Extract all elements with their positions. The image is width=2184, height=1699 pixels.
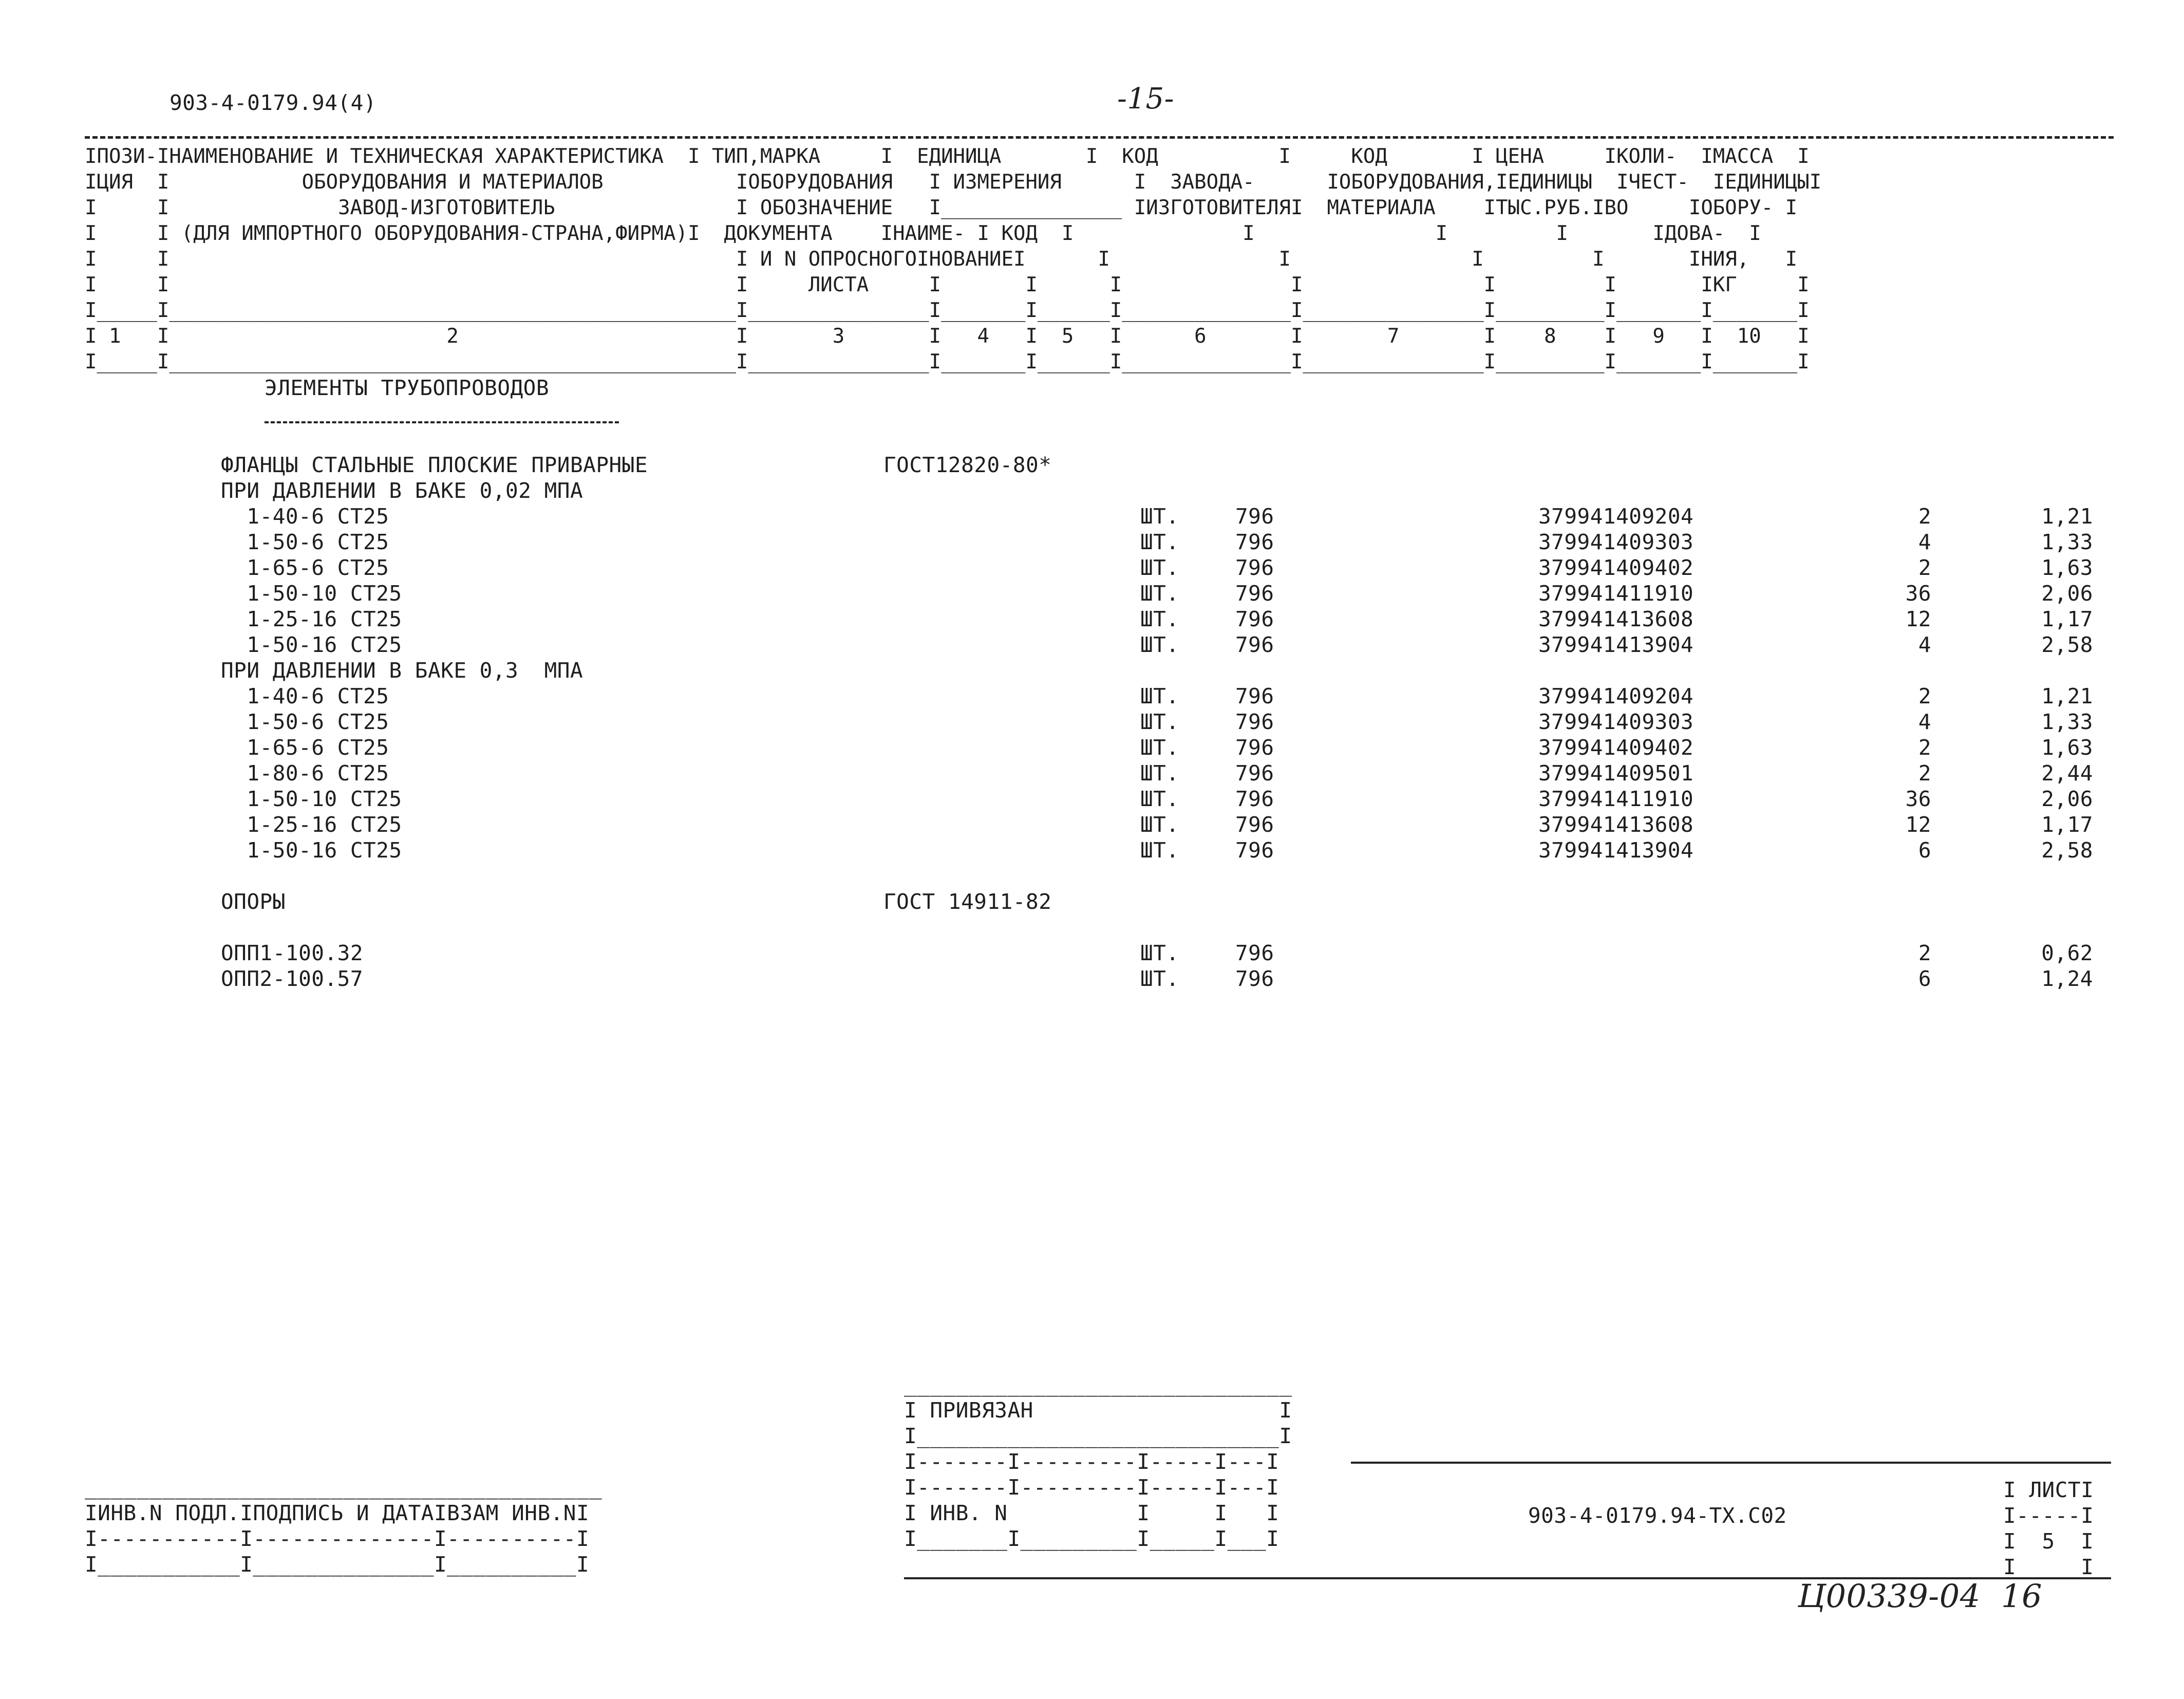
item-unit-code: 796	[1235, 504, 1274, 529]
item-mass: 1,17	[2041, 812, 2093, 837]
stamp-line: I ПРИВЯЗАН I	[904, 1398, 1292, 1423]
item-quantity: 2	[1918, 684, 1931, 708]
item-unit-code: 796	[1235, 581, 1274, 606]
signature-line: ________________________________________	[85, 1475, 603, 1500]
item-unit-code: 796	[1235, 966, 1274, 991]
item-unit: ШТ.	[1140, 710, 1179, 734]
item-doc: ГОСТ 14911-82	[883, 889, 1052, 914]
item-mass: 1,21	[2041, 504, 2093, 529]
item-name: ПРИ ДАВЛЕНИИ В БАКЕ 0,3 МПА	[221, 658, 583, 683]
stamp-line: I____________________________I	[904, 1424, 1292, 1448]
item-material-code: 379941409303	[1538, 530, 1694, 554]
handwritten-inventory-number: Ц00339-04 16	[1798, 1577, 2042, 1615]
item-name: ФЛАНЦЫ СТАЛЬНЫЕ ПЛОСКИЕ ПРИВАРНЫЕ	[221, 453, 648, 477]
header-line: I 1 I 2 I 3 I 4 I 5 I 6 I 7 I 8 I 9 I 10 I	[85, 325, 1810, 348]
item-unit-code: 796	[1235, 710, 1274, 734]
item-name: ОПП1-100.32	[221, 941, 364, 965]
item-material-code: 379941409204	[1538, 684, 1694, 708]
item-name: 1-50-10 СТ25	[221, 787, 402, 811]
item-material-code: 379941411910	[1538, 787, 1694, 811]
item-unit: ШТ.	[1140, 787, 1179, 811]
item-unit-code: 796	[1235, 941, 1274, 965]
item-mass: 1,17	[2041, 607, 2093, 631]
item-name: 1-65-6 СТ25	[221, 735, 389, 760]
header-line: IЦИЯ I ОБОРУДОВАНИЯ И МАТЕРИАЛОВ IОБОРУДОВАНИЯ I ИЗМЕРЕНИЯ I ЗАВОДА- IОБОРУДОВАНИЯ,IЕДИНИЦЫ IЧЕСТ- IЕДИНИЦЫI	[85, 171, 1822, 194]
item-material-code: 379941409303	[1538, 710, 1694, 734]
item-quantity: 12	[1905, 607, 1931, 631]
item-material-code: 379941411910	[1538, 581, 1694, 606]
item-quantity: 12	[1905, 812, 1931, 837]
item-unit: ШТ.	[1140, 838, 1179, 863]
item-unit-code: 796	[1235, 632, 1274, 657]
item-unit: ШТ.	[1140, 581, 1179, 606]
item-unit-code: 796	[1235, 838, 1274, 863]
header-line: I_____I_______________________________________________I_______________I_______I______I______________I_______________I_________I_______I_______I	[85, 350, 1810, 374]
stamp-line: I-------I---------I-----I---I	[904, 1449, 1279, 1474]
item-name: 1-50-6 СТ25	[221, 710, 389, 734]
sheet-separator: I-----I	[2003, 1503, 2094, 1528]
item-doc: ГОСТ12820-80*	[883, 453, 1052, 477]
stamp-line: ______________________________	[904, 1372, 1292, 1397]
item-name: 1-50-10 СТ25	[221, 581, 402, 606]
item-material-code: 379941409204	[1538, 504, 1694, 529]
item-quantity: 2	[1918, 555, 1931, 580]
item-unit: ШТ.	[1140, 941, 1179, 965]
header-line: I_____I_______________________________________________I_______________I_______I______I______________I_______________I_________I_______I_______I	[85, 299, 1810, 322]
title-block-code: 903-4-0179.94-ТХ.С02	[1528, 1503, 1787, 1528]
stamp-line: I-------I---------I-----I---I	[904, 1475, 1279, 1500]
item-material-code: 379941409402	[1538, 735, 1694, 760]
document-code: 903-4-0179.94(4)	[170, 90, 376, 115]
item-unit: ШТ.	[1140, 504, 1179, 529]
stamp-line: I ИНВ. N I I I	[904, 1501, 1279, 1525]
item-quantity: 4	[1918, 632, 1931, 657]
item-mass: 1,33	[2041, 530, 2093, 554]
item-name: 1-80-6 СТ25	[221, 761, 389, 786]
header-line: I I ЗАВОД-ИЗГОТОВИТЕЛЬ I ОБОЗНАЧЕНИЕ I_______________ IИЗГОТОВИТЕЛЯI МАТЕРИАЛА IТЫС.РУБ.IВО IОБОРУ- I	[85, 196, 1798, 219]
item-quantity: 2	[1918, 735, 1931, 760]
item-name: 1-25-16 СТ25	[221, 607, 402, 631]
item-mass: 2,06	[2041, 787, 2093, 811]
item-name: 1-40-6 СТ25	[221, 684, 389, 708]
sheet-bottom: I_____I	[2003, 1555, 2094, 1579]
item-unit-code: 796	[1235, 607, 1274, 631]
item-unit: ШТ.	[1140, 735, 1179, 760]
item-material-code: 379941413608	[1538, 812, 1694, 837]
header-line: I I (ДЛЯ ИМПОРТНОГО ОБОРУДОВАНИЯ-СТРАНА,ФИРМА)I ДОКУМЕНТА IНАИМЕ- I КОД I I I I IДОВА- I	[85, 222, 1761, 245]
item-quantity: 6	[1918, 838, 1931, 863]
item-unit: ШТ.	[1140, 966, 1179, 991]
item-name: 1-50-16 СТ25	[221, 838, 402, 863]
item-quantity: 2	[1918, 761, 1931, 786]
item-quantity: 2	[1918, 941, 1931, 965]
signature-line: IИНВ.N ПОДЛ.IПОДПИСЬ И ДАТАIВЗАМ ИНВ.NI	[85, 1501, 590, 1525]
item-material-code: 379941413904	[1538, 632, 1694, 657]
header-line: IПОЗИ-IНАИМЕНОВАНИЕ И ТЕХНИЧЕСКАЯ ХАРАКТЕРИСТИКА I ТИП,МАРКА I ЕДИНИЦА I КОД I КОД I ЦЕНА IКОЛИ- IМАССА I	[85, 145, 1810, 168]
sheet-number: I 5 I	[2003, 1529, 2094, 1554]
stamp-line: I_______I_________I_____I___I	[904, 1526, 1279, 1551]
title-block-top-line	[1351, 1462, 2111, 1464]
item-unit-code: 796	[1235, 684, 1274, 708]
item-material-code: 379941413904	[1538, 838, 1694, 863]
item-unit-code: 796	[1235, 761, 1274, 786]
item-name: 1-65-6 СТ25	[221, 555, 389, 580]
item-unit: ШТ.	[1140, 607, 1179, 631]
item-mass: 1,24	[2041, 966, 2093, 991]
item-mass: 2,58	[2041, 838, 2093, 863]
item-name: 1-50-16 СТ25	[221, 632, 402, 657]
item-material-code: 379941409402	[1538, 555, 1694, 580]
item-quantity: 4	[1918, 710, 1931, 734]
item-unit: ШТ.	[1140, 555, 1179, 580]
item-mass: 2,06	[2041, 581, 2093, 606]
item-unit-code: 796	[1235, 787, 1274, 811]
item-mass: 0,62	[2041, 941, 2093, 965]
item-material-code: 379941413608	[1538, 607, 1694, 631]
item-quantity: 36	[1905, 787, 1931, 811]
header-top-rule	[85, 136, 2114, 139]
item-mass: 2,58	[2041, 632, 2093, 657]
item-name: ПРИ ДАВЛЕНИИ В БАКЕ 0,02 МПА	[221, 478, 583, 503]
section-title: ЭЛЕМЕНТЫ ТРУБОПРОВОДОВ	[265, 376, 550, 400]
item-name: ОПП2-100.57	[221, 966, 364, 991]
item-name: ОПОРЫ	[221, 889, 286, 914]
item-unit: ШТ.	[1140, 632, 1179, 657]
item-mass: 2,44	[2041, 761, 2093, 786]
item-quantity: 4	[1918, 530, 1931, 554]
item-unit-code: 796	[1235, 735, 1274, 760]
item-material-code: 379941409501	[1538, 761, 1694, 786]
item-name: 1-50-6 СТ25	[221, 530, 389, 554]
header-line: I I I И N ОПРОСНОГОIНОВАНИЕI I I I I IНИЯ, I	[85, 248, 1798, 271]
item-unit: ШТ.	[1140, 530, 1179, 554]
item-unit: ШТ.	[1140, 684, 1179, 708]
signature-line: I___________I______________I__________I	[85, 1552, 590, 1577]
item-unit: ШТ.	[1140, 812, 1179, 837]
item-name: 1-40-6 СТ25	[221, 504, 389, 529]
page-mark: -15-	[1117, 82, 1175, 116]
item-mass: 1,63	[2041, 555, 2093, 580]
sheet-label: I ЛИСТI	[2003, 1478, 2094, 1502]
signature-line: I-----------I--------------I----------I	[85, 1526, 590, 1551]
item-quantity: 6	[1918, 966, 1931, 991]
item-mass: 1,63	[2041, 735, 2093, 760]
item-unit-code: 796	[1235, 555, 1274, 580]
item-quantity: 36	[1905, 581, 1931, 606]
item-unit-code: 796	[1235, 530, 1274, 554]
item-mass: 1,21	[2041, 684, 2093, 708]
item-unit-code: 796	[1235, 812, 1274, 837]
item-unit: ШТ.	[1140, 761, 1179, 786]
item-name: 1-25-16 СТ25	[221, 812, 402, 837]
header-line: I I I ЛИСТА I I I I I I IКГ I	[85, 273, 1810, 296]
item-mass: 1,33	[2041, 710, 2093, 734]
item-quantity: 2	[1918, 504, 1931, 529]
section-underline	[265, 421, 619, 423]
